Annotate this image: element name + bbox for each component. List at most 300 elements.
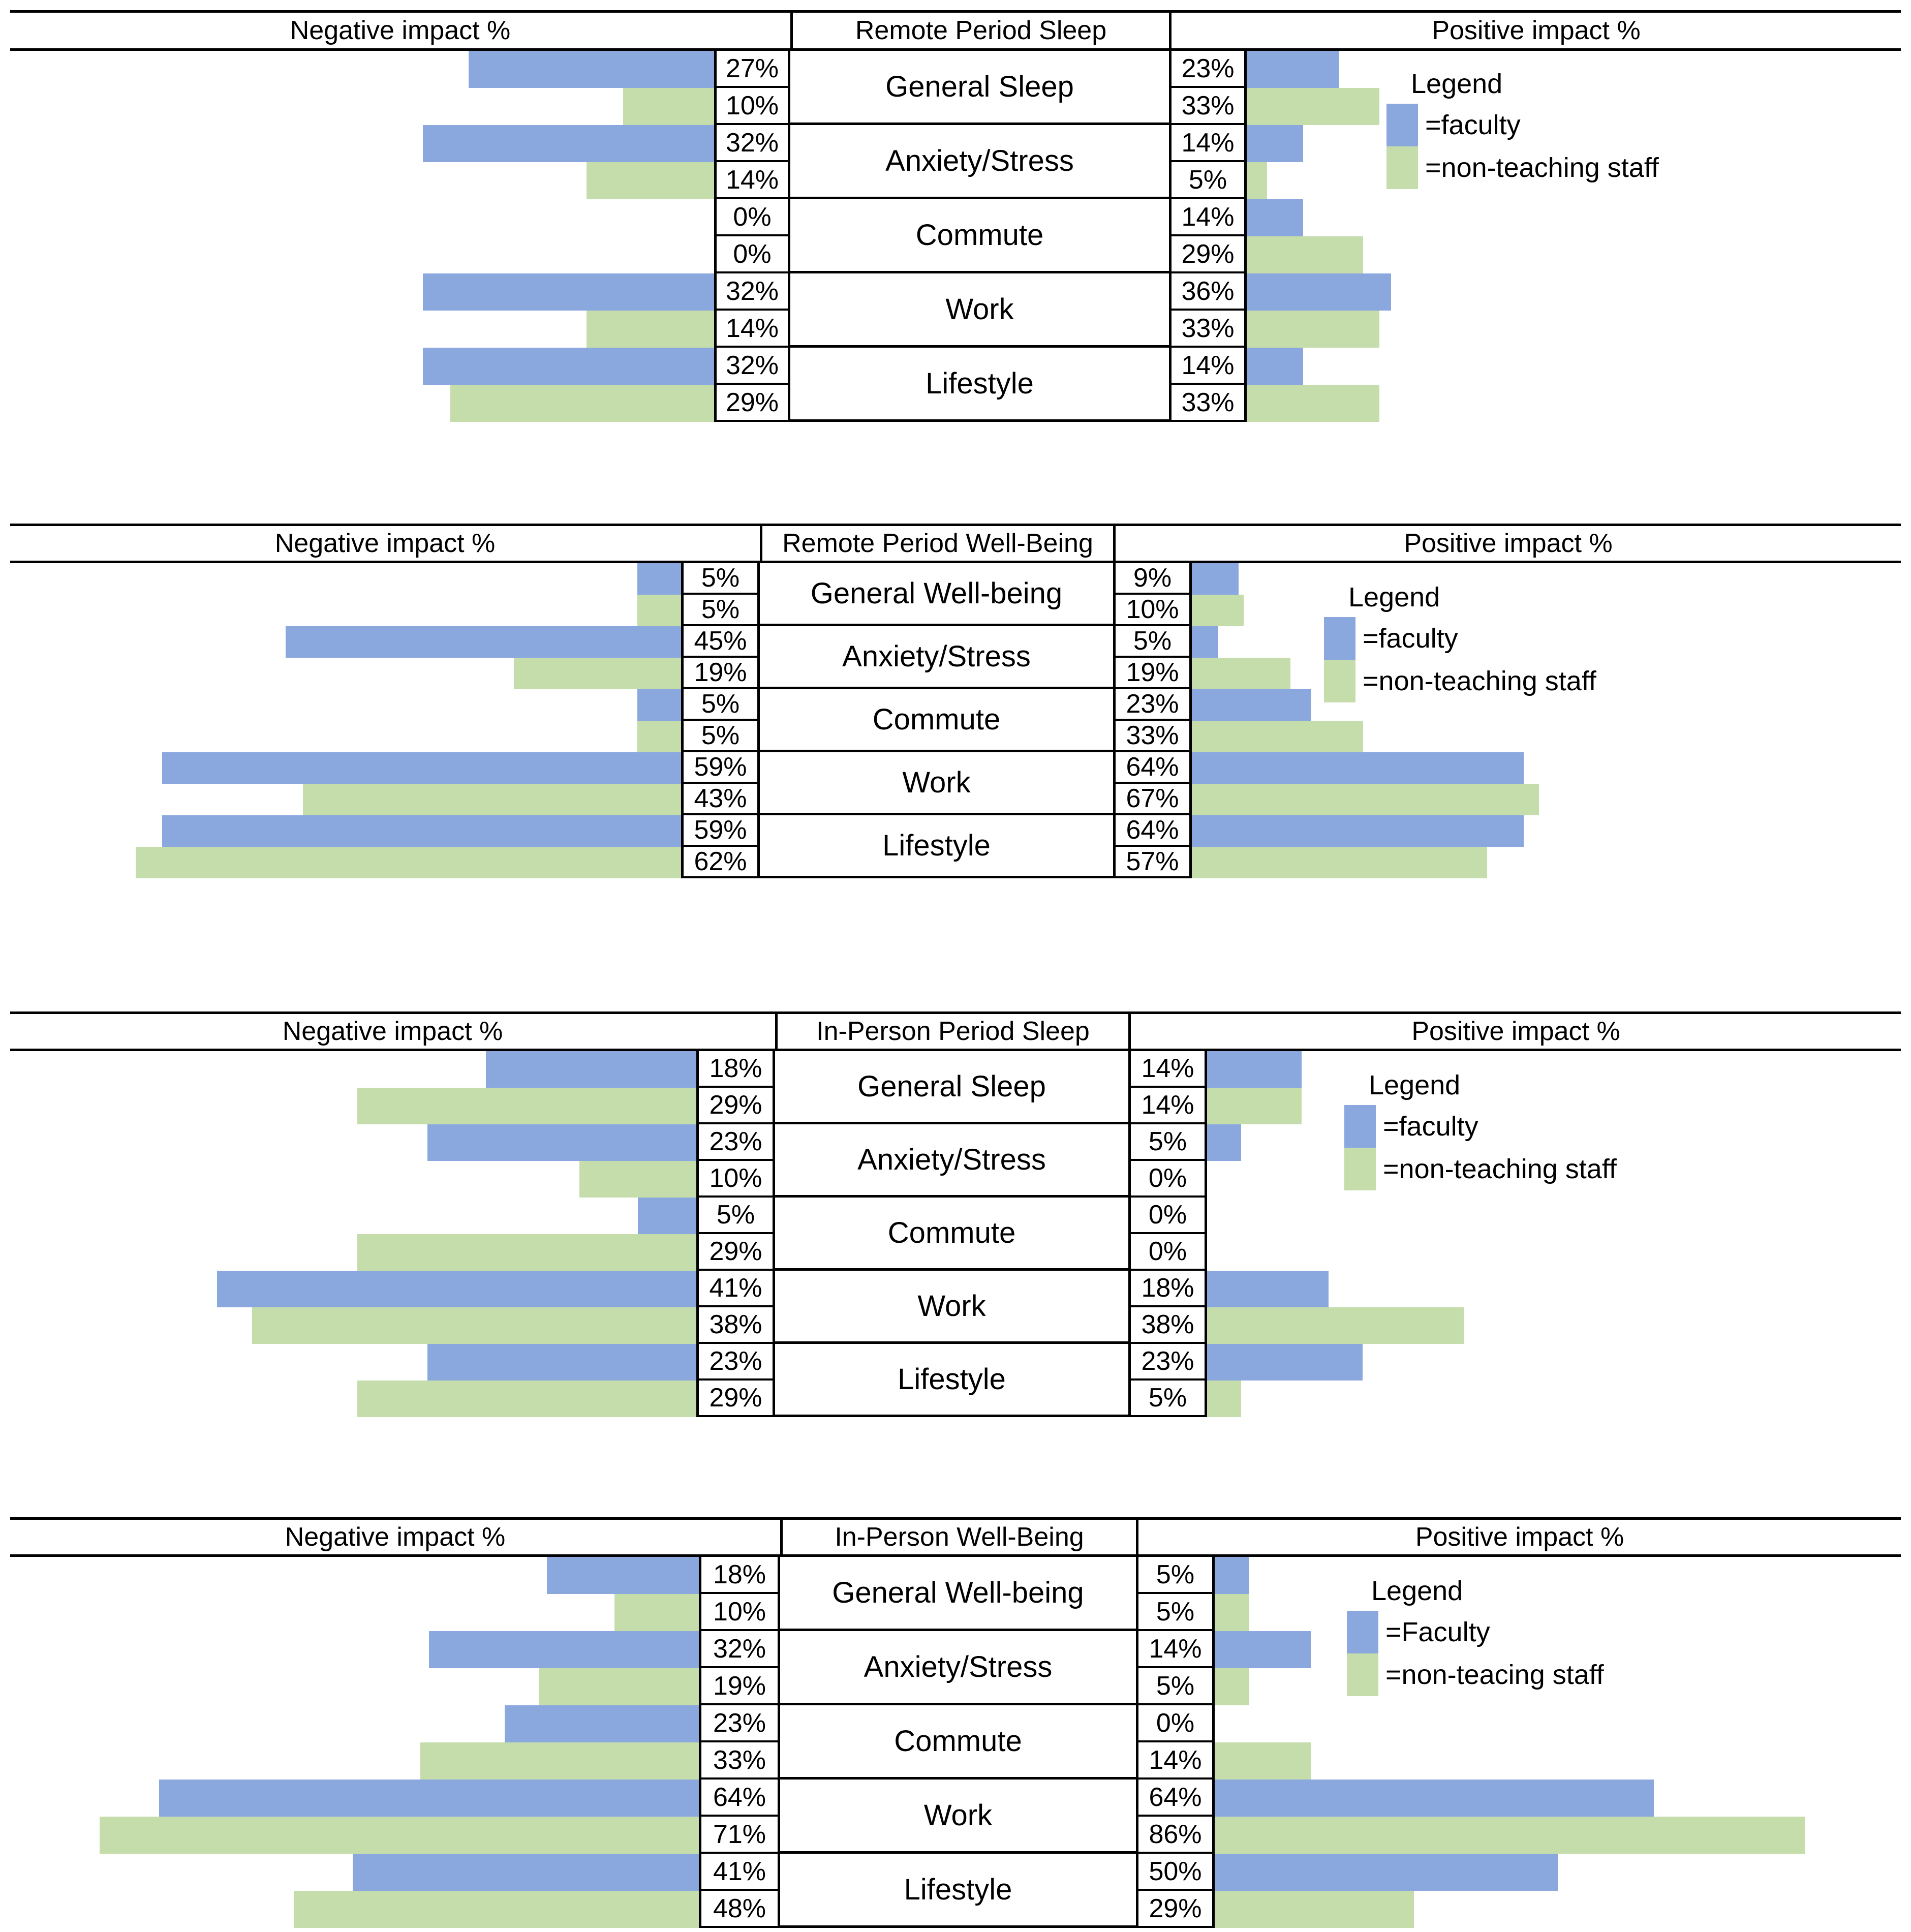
bar-negative-nonteaching [420, 1742, 699, 1780]
category-label: General Well-being [780, 1557, 1136, 1631]
positive-values-column [1172, 51, 1247, 422]
negative-values-column [681, 563, 760, 878]
positive-value-cell: 23% [1131, 1344, 1205, 1381]
legend-title: Legend [1371, 1576, 1463, 1606]
negative-value-cell: 41% [699, 1271, 773, 1307]
negative-value-cell: 18% [701, 1557, 778, 1594]
negative-bar-cell [10, 199, 714, 236]
negative-bar-cell [10, 311, 714, 348]
negative-bar-cell [10, 784, 681, 815]
positive-bar-cell [1207, 1344, 1901, 1381]
panel-in-person-well-being [10, 1517, 1901, 1928]
bar-negative-faculty [427, 1344, 696, 1381]
negative-bar-cell [10, 236, 714, 273]
negative-bar-cell [10, 1124, 696, 1161]
legend-body [1332, 1611, 1718, 1696]
negative-value-cell: 41% [701, 1854, 778, 1891]
category-label: General Sleep [790, 51, 1169, 125]
positive-value-cell: 29% [1138, 1891, 1212, 1928]
panel-title: In-Person Period Sleep [775, 1014, 1131, 1049]
category-label: Work [760, 752, 1113, 815]
legend-body [1371, 104, 1676, 189]
negative-value-cell: 10% [699, 1161, 773, 1198]
category-label: Work [780, 1780, 1136, 1854]
negative-bars-column [10, 51, 714, 422]
legend-labels [1376, 1105, 1617, 1190]
negative-bar-cell [10, 1088, 696, 1124]
legend-title: Legend [1348, 582, 1440, 612]
positive-value-cell: 14% [1131, 1088, 1205, 1124]
negative-bar-cell [10, 847, 681, 878]
bar-positive-faculty [1247, 125, 1303, 162]
category-label: Commute [780, 1705, 1136, 1780]
category-column [760, 563, 1116, 878]
bar-positive-nonteaching [1215, 1594, 1249, 1631]
positive-bar-cell [1215, 1854, 1901, 1891]
negative-bar-cell [10, 626, 681, 658]
bar-negative-nonteaching [450, 385, 714, 422]
negative-bar-cell [10, 51, 714, 88]
positive-bar-cell [1192, 752, 1901, 784]
negative-value-cell: 64% [701, 1780, 778, 1817]
negative-value-cell: 18% [699, 1051, 773, 1088]
bar-positive-faculty [1192, 752, 1524, 784]
legend-labels [1418, 104, 1659, 189]
positive-bar-cell [1247, 311, 1901, 348]
legend-labels [1378, 1611, 1604, 1696]
positive-bar-cell [1207, 1307, 1901, 1344]
positive-value-cell: 5% [1138, 1668, 1212, 1705]
bar-positive-nonteaching [1247, 311, 1379, 348]
bar-positive-nonteaching [1192, 595, 1244, 626]
bar-negative-faculty [217, 1271, 696, 1307]
bar-positive-nonteaching [1192, 784, 1539, 815]
negative-bar-cell [10, 125, 714, 162]
bar-negative-faculty [423, 273, 714, 311]
bar-positive-nonteaching [1247, 88, 1379, 125]
bar-positive-nonteaching [1215, 1891, 1414, 1928]
legend-label-faculty: =Faculty [1385, 1617, 1490, 1647]
positive-value-cell: 33% [1172, 88, 1244, 125]
negative-impact-header: Negative impact % [274, 529, 496, 558]
bar-positive-faculty [1247, 348, 1303, 385]
negative-values-column [696, 1051, 775, 1417]
positive-value-cell: 33% [1172, 311, 1244, 348]
legend [1332, 1577, 1718, 1696]
bar-negative-nonteaching [252, 1307, 696, 1344]
legend-label-faculty: =faculty [1363, 623, 1458, 654]
positive-value-cell: 10% [1116, 595, 1189, 626]
legend-swatch-faculty-icon [1347, 1611, 1378, 1653]
bar-positive-nonteaching [1215, 1668, 1249, 1705]
bar-negative-nonteaching [303, 784, 681, 815]
bar-positive-faculty [1207, 1051, 1302, 1088]
bar-negative-faculty [469, 51, 714, 88]
bar-positive-faculty [1192, 689, 1311, 721]
bar-positive-nonteaching [1247, 236, 1363, 273]
negative-value-cell: 19% [701, 1668, 778, 1705]
bar-positive-nonteaching [1192, 847, 1487, 878]
positive-value-cell: 36% [1172, 273, 1244, 311]
positive-bar-cell [1192, 784, 1901, 815]
legend-swatch-stack [1324, 617, 1355, 702]
negative-value-cell: 0% [717, 199, 788, 236]
bar-positive-faculty [1247, 273, 1391, 311]
negative-bars-column [10, 1051, 696, 1417]
legend-label-nonteaching: =non-teaching staff [1425, 152, 1659, 183]
positive-value-cell: 14% [1131, 1051, 1205, 1088]
positive-bar-cell [1215, 1705, 1901, 1742]
bar-positive-faculty [1247, 51, 1339, 88]
legend-swatch-stack [1347, 1611, 1378, 1696]
bar-negative-nonteaching [587, 162, 714, 199]
negative-value-cell: 5% [699, 1198, 773, 1234]
negative-bar-cell [10, 1780, 699, 1817]
bar-positive-nonteaching [1207, 1307, 1464, 1344]
bar-negative-nonteaching [637, 721, 682, 752]
bar-negative-faculty [638, 1198, 696, 1234]
positive-values-column [1131, 1051, 1207, 1417]
positive-value-cell: 86% [1138, 1817, 1212, 1854]
negative-value-cell: 10% [701, 1594, 778, 1631]
positive-bar-cell [1215, 1780, 1901, 1817]
negative-bar-cell [10, 595, 681, 626]
category-label: Commute [760, 689, 1113, 752]
negative-value-cell: 14% [717, 162, 788, 199]
category-label: Lifestyle [760, 815, 1113, 878]
negative-bar-cell [10, 385, 714, 422]
negative-value-cell: 32% [717, 125, 788, 162]
positive-bar-cell [1247, 348, 1901, 385]
panel-header-row [10, 1011, 1901, 1051]
negative-value-cell: 5% [684, 721, 757, 752]
bar-positive-faculty [1207, 1344, 1363, 1381]
negative-bar-cell [10, 815, 681, 847]
negative-impact-header: Negative impact % [290, 16, 511, 45]
negative-value-cell: 5% [684, 595, 757, 626]
bar-positive-faculty [1192, 815, 1524, 847]
negative-bar-cell [10, 88, 714, 125]
bar-positive-faculty [1247, 199, 1303, 236]
positive-bar-cell [1207, 1271, 1901, 1307]
bar-positive-faculty [1215, 1631, 1311, 1668]
negative-value-cell: 19% [684, 658, 757, 689]
positive-value-cell: 5% [1138, 1557, 1212, 1594]
negative-value-cell: 5% [684, 563, 757, 595]
negative-value-cell: 29% [699, 1088, 773, 1124]
bar-negative-nonteaching [100, 1817, 699, 1854]
legend [1329, 1071, 1715, 1190]
positive-value-cell: 38% [1131, 1307, 1205, 1344]
legend [1371, 70, 1676, 189]
negative-bar-cell [10, 1891, 699, 1928]
positive-value-cell: 64% [1116, 815, 1189, 847]
negative-bars-column [10, 563, 681, 878]
category-label: Commute [775, 1198, 1128, 1271]
negative-values-column [714, 51, 790, 422]
positive-value-cell: 64% [1138, 1780, 1212, 1817]
bar-positive-faculty [1207, 1124, 1241, 1161]
negative-value-cell: 32% [701, 1631, 778, 1668]
category-label: Anxiety/Stress [780, 1631, 1136, 1705]
negative-bar-cell [10, 1594, 699, 1631]
bar-negative-faculty [505, 1705, 699, 1742]
positive-bar-cell [1215, 1742, 1901, 1780]
negative-bar-cell [10, 273, 714, 311]
bar-negative-nonteaching [637, 595, 682, 626]
negative-values-column [699, 1557, 780, 1928]
category-label: Lifestyle [775, 1344, 1128, 1417]
negative-value-cell: 33% [701, 1742, 778, 1780]
bar-negative-faculty [162, 752, 681, 784]
negative-value-cell: 14% [717, 311, 788, 348]
bar-negative-faculty [423, 348, 714, 385]
bar-positive-nonteaching [1247, 162, 1267, 199]
legend-labels [1355, 617, 1596, 702]
bar-negative-faculty [286, 626, 682, 658]
positive-value-cell: 0% [1131, 1198, 1205, 1234]
positive-values-column [1138, 1557, 1215, 1928]
legend-label-nonteaching: =non-teaching staff [1383, 1154, 1617, 1184]
bar-negative-faculty [429, 1631, 699, 1668]
category-column [780, 1557, 1138, 1928]
positive-value-cell: 33% [1116, 721, 1189, 752]
bar-negative-faculty [547, 1557, 699, 1594]
negative-bar-cell [10, 1234, 696, 1271]
category-label: Anxiety/Stress [790, 125, 1169, 199]
positive-bar-cell [1192, 721, 1901, 752]
negative-bar-cell [10, 1271, 696, 1307]
legend-label-faculty: =faculty [1383, 1111, 1478, 1142]
panel-title: Remote Period Sleep [790, 13, 1172, 48]
positive-impact-header: Positive impact % [1411, 1017, 1620, 1046]
negative-value-cell: 71% [701, 1817, 778, 1854]
bar-negative-nonteaching [357, 1088, 696, 1124]
bar-negative-faculty [486, 1051, 696, 1088]
positive-bar-cell [1207, 1381, 1901, 1417]
legend-swatch-nonteaching-icon [1386, 146, 1418, 189]
legend-body [1329, 1105, 1715, 1190]
bar-positive-faculty [1215, 1854, 1558, 1891]
bar-positive-nonteaching [1192, 721, 1363, 752]
negative-value-cell: 10% [717, 88, 788, 125]
negative-bar-cell [10, 752, 681, 784]
positive-value-cell: 5% [1116, 626, 1189, 658]
positive-value-cell: 5% [1131, 1124, 1205, 1161]
negative-value-cell: 23% [699, 1124, 773, 1161]
legend-swatch-faculty-icon [1344, 1105, 1376, 1148]
positive-value-cell: 64% [1116, 752, 1189, 784]
legend-swatch-stack [1386, 104, 1418, 189]
legend-title: Legend [1369, 1070, 1461, 1100]
bar-positive-nonteaching [1207, 1088, 1302, 1124]
legend-swatch-faculty-icon [1324, 617, 1355, 660]
bar-positive-nonteaching [1215, 1817, 1805, 1854]
negative-bar-cell [10, 348, 714, 385]
legend-swatch-faculty-icon [1386, 104, 1418, 146]
positive-value-cell: 9% [1116, 563, 1189, 595]
negative-value-cell: 29% [699, 1234, 773, 1271]
panel-in-person-period-sleep [10, 1011, 1901, 1417]
bar-negative-nonteaching [514, 658, 681, 689]
negative-impact-header: Negative impact % [282, 1017, 503, 1046]
positive-bar-cell [1192, 815, 1901, 847]
negative-value-cell: 0% [717, 236, 788, 273]
negative-value-cell: 32% [717, 348, 788, 385]
negative-bar-cell [10, 1051, 696, 1088]
bar-positive-nonteaching [1215, 1742, 1311, 1780]
negative-value-cell: 43% [684, 784, 757, 815]
bar-positive-faculty [1215, 1557, 1249, 1594]
positive-impact-header: Positive impact % [1432, 16, 1641, 45]
bar-negative-faculty [427, 1124, 696, 1161]
positive-value-cell: 5% [1172, 162, 1244, 199]
bar-negative-nonteaching [587, 311, 714, 348]
bar-negative-nonteaching [294, 1891, 699, 1928]
panel-title: In-Person Well-Being [780, 1520, 1138, 1554]
positive-bar-cell [1247, 385, 1901, 422]
legend-label-nonteaching: =non-teaching staff [1363, 666, 1596, 696]
negative-bar-cell [10, 1557, 699, 1594]
category-label: Work [790, 273, 1169, 348]
bar-negative-nonteaching [614, 1594, 699, 1631]
negative-bar-cell [10, 162, 714, 199]
negative-value-cell: 59% [684, 815, 757, 847]
negative-value-cell: 29% [717, 385, 788, 422]
panel-remote-period-sleep [10, 10, 1901, 422]
negative-bar-cell [10, 1381, 696, 1417]
bar-positive-faculty [1192, 563, 1239, 595]
positive-value-cell: 23% [1116, 689, 1189, 721]
bar-positive-nonteaching [1192, 658, 1290, 689]
positive-value-cell: 5% [1138, 1594, 1212, 1631]
negative-bar-cell [10, 1344, 696, 1381]
bar-positive-faculty [1215, 1780, 1654, 1817]
negative-bar-cell [10, 1854, 699, 1891]
category-label: Lifestyle [790, 348, 1169, 422]
negative-value-cell: 32% [717, 273, 788, 311]
positive-bar-cell [1207, 1198, 1901, 1234]
negative-value-cell: 29% [699, 1381, 773, 1417]
positive-value-cell: 23% [1172, 51, 1244, 88]
category-label: General Sleep [775, 1051, 1128, 1124]
legend-title: Legend [1411, 69, 1503, 99]
positive-value-cell: 0% [1138, 1705, 1212, 1742]
negative-value-cell: 48% [701, 1891, 778, 1928]
legend-label-faculty: =faculty [1425, 110, 1521, 140]
negative-value-cell: 23% [701, 1705, 778, 1742]
category-label: Commute [790, 199, 1169, 273]
positive-value-cell: 33% [1172, 385, 1244, 422]
bar-negative-nonteaching [357, 1234, 696, 1271]
panel-header-row [10, 524, 1901, 563]
positive-value-cell: 14% [1172, 125, 1244, 162]
positive-value-cell: 0% [1131, 1234, 1205, 1271]
negative-bar-cell [10, 658, 681, 689]
positive-value-cell: 19% [1116, 658, 1189, 689]
bar-negative-nonteaching [357, 1381, 696, 1417]
positive-bar-cell [1247, 273, 1901, 311]
positive-bar-cell [1215, 1891, 1901, 1928]
negative-bar-cell [10, 563, 681, 595]
negative-impact-header: Negative impact % [285, 1522, 506, 1552]
bar-negative-faculty [162, 815, 681, 847]
positive-bar-cell [1215, 1817, 1901, 1854]
positive-value-cell: 14% [1138, 1742, 1212, 1780]
legend-swatch-nonteaching-icon [1347, 1653, 1378, 1696]
legend-swatch-stack [1344, 1105, 1376, 1190]
bar-negative-faculty [637, 563, 682, 595]
negative-bar-cell [10, 1161, 696, 1198]
negative-bar-cell [10, 1817, 699, 1854]
legend-swatch-nonteaching-icon [1344, 1148, 1376, 1190]
negative-bar-cell [10, 1705, 699, 1742]
category-label: Lifestyle [780, 1854, 1136, 1928]
bar-negative-nonteaching [539, 1668, 699, 1705]
negative-bar-cell [10, 1307, 696, 1344]
legend-label-nonteaching: =non-teacing staff [1385, 1660, 1604, 1690]
bar-negative-faculty [353, 1854, 699, 1891]
legend-swatch-nonteaching-icon [1324, 660, 1355, 702]
bar-negative-faculty [423, 125, 714, 162]
bar-positive-faculty [1192, 626, 1218, 658]
positive-impact-header: Positive impact % [1415, 1522, 1624, 1552]
negative-value-cell: 5% [684, 689, 757, 721]
negative-value-cell: 27% [717, 51, 788, 88]
negative-bar-cell [10, 689, 681, 721]
positive-value-cell: 14% [1172, 199, 1244, 236]
negative-bar-cell [10, 1631, 699, 1668]
positive-value-cell: 14% [1138, 1631, 1212, 1668]
positive-impact-header: Positive impact % [1404, 529, 1613, 558]
bar-positive-nonteaching [1207, 1381, 1241, 1417]
positive-values-column [1116, 563, 1192, 878]
bar-negative-nonteaching [136, 847, 681, 878]
category-label: Work [775, 1271, 1128, 1344]
negative-bar-cell [10, 721, 681, 752]
positive-bar-cell [1192, 847, 1901, 878]
positive-value-cell: 29% [1172, 236, 1244, 273]
positive-bar-cell [1247, 236, 1901, 273]
category-label: General Well-being [760, 563, 1113, 626]
panel-header-row [10, 1517, 1901, 1557]
category-label: Anxiety/Stress [775, 1124, 1128, 1198]
positive-value-cell: 18% [1131, 1271, 1205, 1307]
positive-value-cell: 50% [1138, 1854, 1212, 1891]
category-column [790, 51, 1172, 422]
panel-title: Remote Period Well-Being [760, 526, 1116, 561]
bar-negative-nonteaching [579, 1161, 696, 1198]
legend [1309, 584, 1695, 702]
panel-remote-period-well-being [10, 524, 1901, 878]
positive-value-cell: 5% [1131, 1381, 1205, 1417]
bar-positive-faculty [1207, 1271, 1329, 1307]
positive-value-cell: 0% [1131, 1161, 1205, 1198]
negative-value-cell: 62% [684, 847, 757, 878]
bar-negative-faculty [637, 689, 682, 721]
negative-value-cell: 38% [699, 1307, 773, 1344]
legend-body [1309, 617, 1695, 702]
bar-negative-nonteaching [623, 88, 714, 125]
bar-negative-faculty [159, 1780, 699, 1817]
negative-value-cell: 23% [699, 1344, 773, 1381]
category-column [775, 1051, 1131, 1417]
category-label: Anxiety/Stress [760, 626, 1113, 689]
negative-bar-cell [10, 1668, 699, 1705]
panel-header-row [10, 10, 1901, 51]
positive-bar-cell [1207, 1234, 1901, 1271]
positive-value-cell: 14% [1172, 348, 1244, 385]
